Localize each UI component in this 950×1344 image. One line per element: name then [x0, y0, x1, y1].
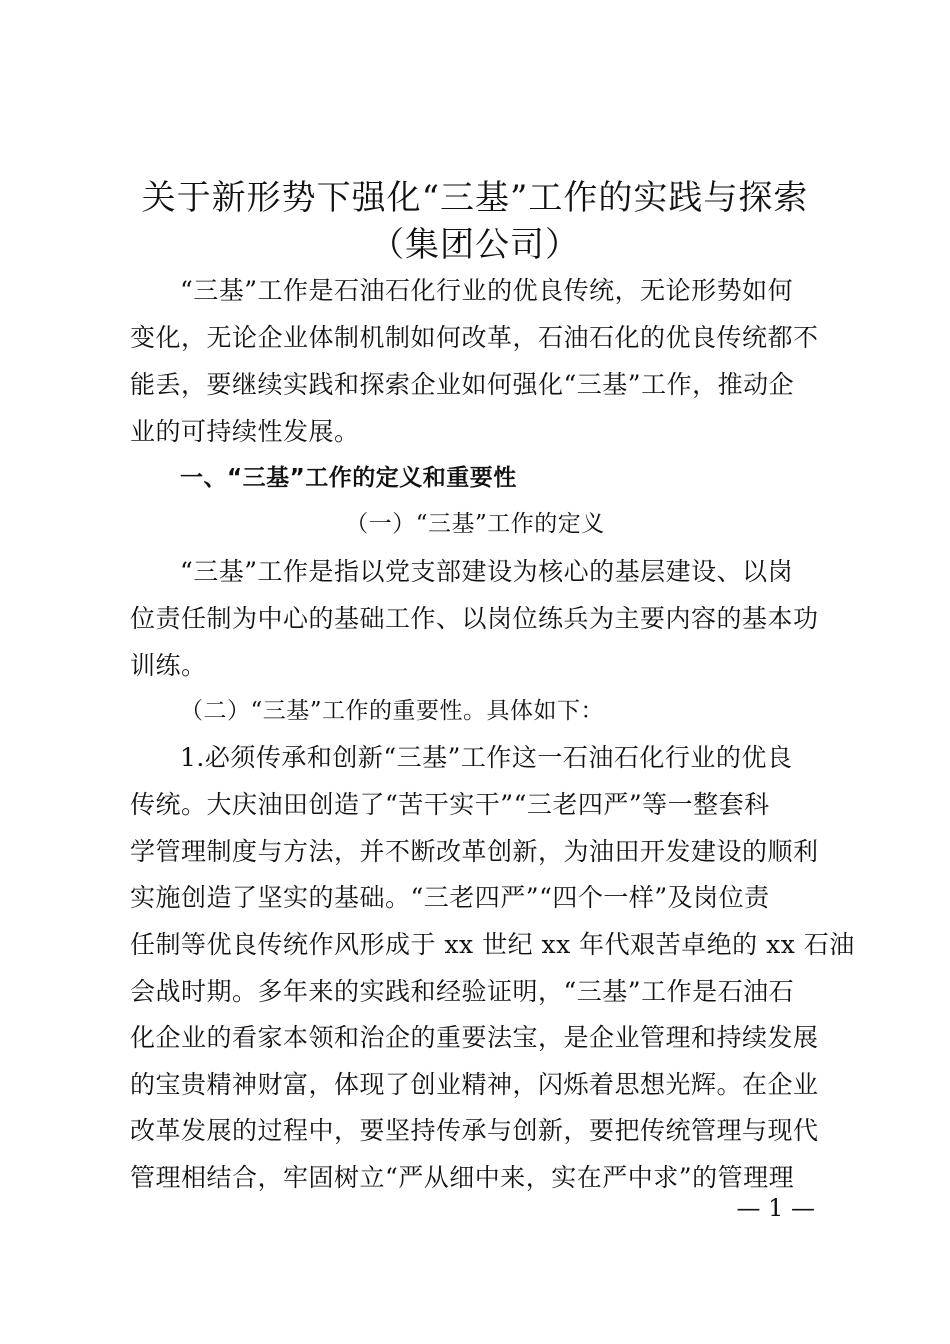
paragraph-line: 的宝贵精神财富，体现了创业精神，闪烁着思想光辉。在企业	[130, 1070, 819, 1099]
paragraph-line: 会战时期。多年来的实践和经验证明，“三基”工作是石油石	[130, 977, 795, 1006]
paragraph-line: 训练。	[130, 651, 207, 680]
paragraph-line: “三基”工作是指以党支部建设为核心的基层建设、以岗	[180, 557, 794, 586]
paragraph-line: 传统。大庆油田创造了“苦干实干”“三老四严”等一整套科	[130, 790, 770, 819]
paragraph-line: 1.必须传承和创新“三基”工作这一石油石化行业的优良	[180, 743, 793, 772]
paragraph-line: 化企业的看家本领和治企的重要法宝，是企业管理和持续发展	[130, 1023, 819, 1052]
section-heading: 一、“三基”工作的定义和重要性	[180, 465, 517, 491]
paragraph-line: 学管理制度与方法，并不断改革创新，为油田开发建设的顺利	[130, 837, 819, 866]
paragraph-line: 任制等优良传统作风形成于 xx 世纪 xx 年代艰苦卓绝的 xx 石油	[130, 930, 855, 959]
paragraph-line: 管理相结合，牢固树立“严从细中来，实在严中求”的管理理	[130, 1163, 795, 1192]
paragraph-line: 位责任制为中心的基础工作、以岗位练兵为主要内容的基本功	[130, 604, 819, 633]
paragraph-line: “三基”工作是石油石化行业的优良传统，无论形势如何	[180, 276, 794, 305]
paragraph-line: 能丢，要继续实践和探索企业如何强化“三基”工作，推动企	[130, 370, 795, 399]
document-title: 关于新形势下强化“三基”工作的实践与探索	[141, 178, 809, 218]
document-subtitle: （集团公司）	[370, 225, 580, 265]
paragraph-line: 变化，无论企业体制机制如何改革，石油石化的优良传统都不	[130, 323, 819, 352]
paragraph-line: 业的可持续性发展。	[130, 417, 360, 446]
paragraph-line: 改革发展的过程中，要坚持传承与创新，要把传统管理与现代	[130, 1116, 819, 1145]
subsection-heading: （二）“三基”工作的重要性。具体如下：	[180, 698, 605, 724]
paragraph-line: 实施创造了坚实的基础。“三老四严”“四个一样”及岗位责	[130, 883, 770, 912]
page-number: — 1 —	[736, 1194, 815, 1222]
subsection-heading: （一）“三基”工作的定义	[345, 511, 605, 537]
